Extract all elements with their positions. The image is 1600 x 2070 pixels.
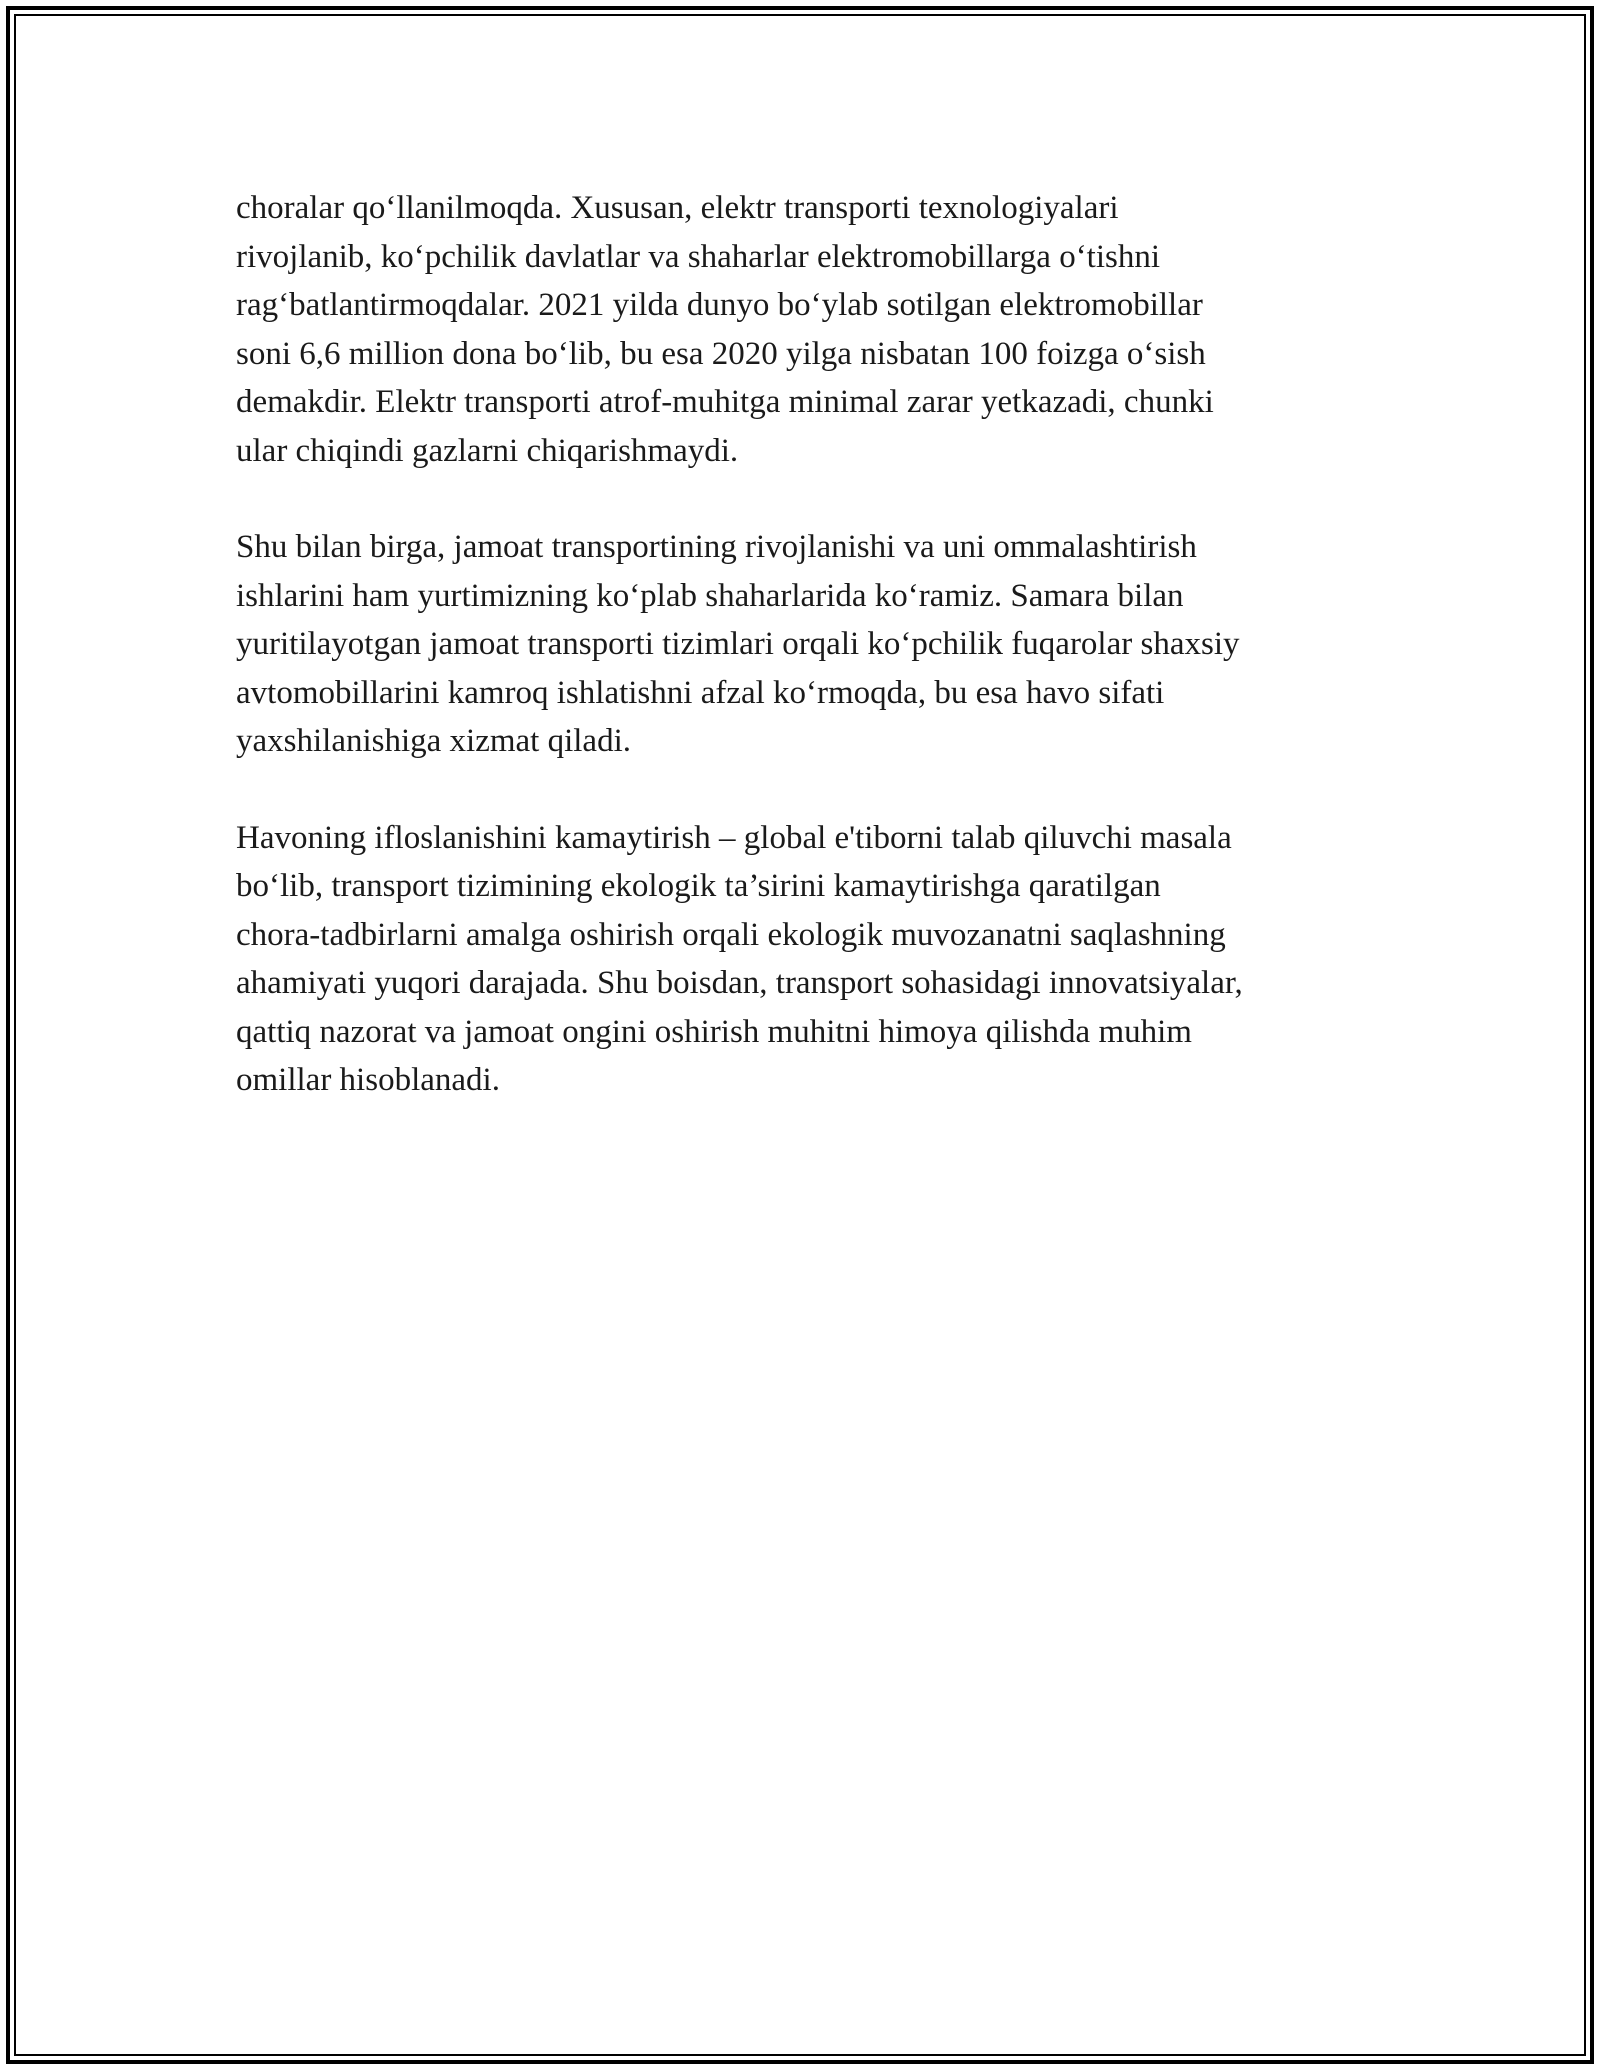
text-line: ishlarini ham yurtimizning ko‘plab shaharlarida ko‘ramiz. Samara bilan [236, 577, 1184, 614]
text-line: rag‘batlantirmoqdalar. 2021 yilda dunyo bo‘ylab sotilgan elektromobillar [236, 287, 1203, 323]
text-line: ular chiqindi gazlarni chiqarishmaydi. [236, 432, 739, 469]
text-line: rivojlanib, ko‘pchilik davlatlar va shaharlar elektromobillarga o‘tishni [236, 238, 1161, 275]
text-line: yaxshilanishiga xizmat qiladi. [236, 723, 632, 759]
paragraph-conclusion [236, 814, 1366, 1105]
paragraph-electric-transport [236, 184, 1366, 475]
text-line: bo‘lib, transport tizimining ekologik ta’sirini kamaytirishga qaratilgan [236, 868, 1161, 904]
text-line: Shu bilan birga, jamoat transportining rivojlanishi va uni ommalashtirish [236, 529, 1197, 565]
text-line: choralar qo‘llanilmoqda. Xususan, elektr transporti texnologiyalari [236, 190, 1119, 226]
text-line: avtomobillarini kamroq ishlatishni afzal ko‘rmoqda, bu esa havo sifati [236, 674, 1165, 711]
document-body [236, 184, 1366, 1153]
text-line: demakdir. Elektr transporti atrof-muhitga minimal zarar yetkazadi, chunki [236, 384, 1214, 420]
text-line: soni 6,6 million dona bo‘lib, bu esa 2020 yilga nisbatan 100 foizga o‘sish [236, 335, 1206, 372]
text-line: qattiq nazorat va jamoat ongini oshirish muhitni himoya qilishda muhim [236, 1013, 1192, 1050]
text-line: ahamiyati yuqori darajada. Shu boisdan, transport sohasidagi innovatsiyalar, [236, 965, 1243, 1001]
paragraph-public-transport [236, 523, 1366, 766]
text-line: chora-tadbirlarni amalga oshirish orqali ekologik muvozanatni saqlashning [236, 916, 1226, 953]
text-line: omillar hisoblanadi. [236, 1062, 500, 1098]
text-line: Havoning ifloslanishini kamaytirish – global e'tiborni talab qiluvchi masala [236, 819, 1232, 856]
text-line: yuritilayotgan jamoat transporti tizimlari orqali ko‘pchilik fuqarolar shaxsiy [236, 626, 1240, 662]
